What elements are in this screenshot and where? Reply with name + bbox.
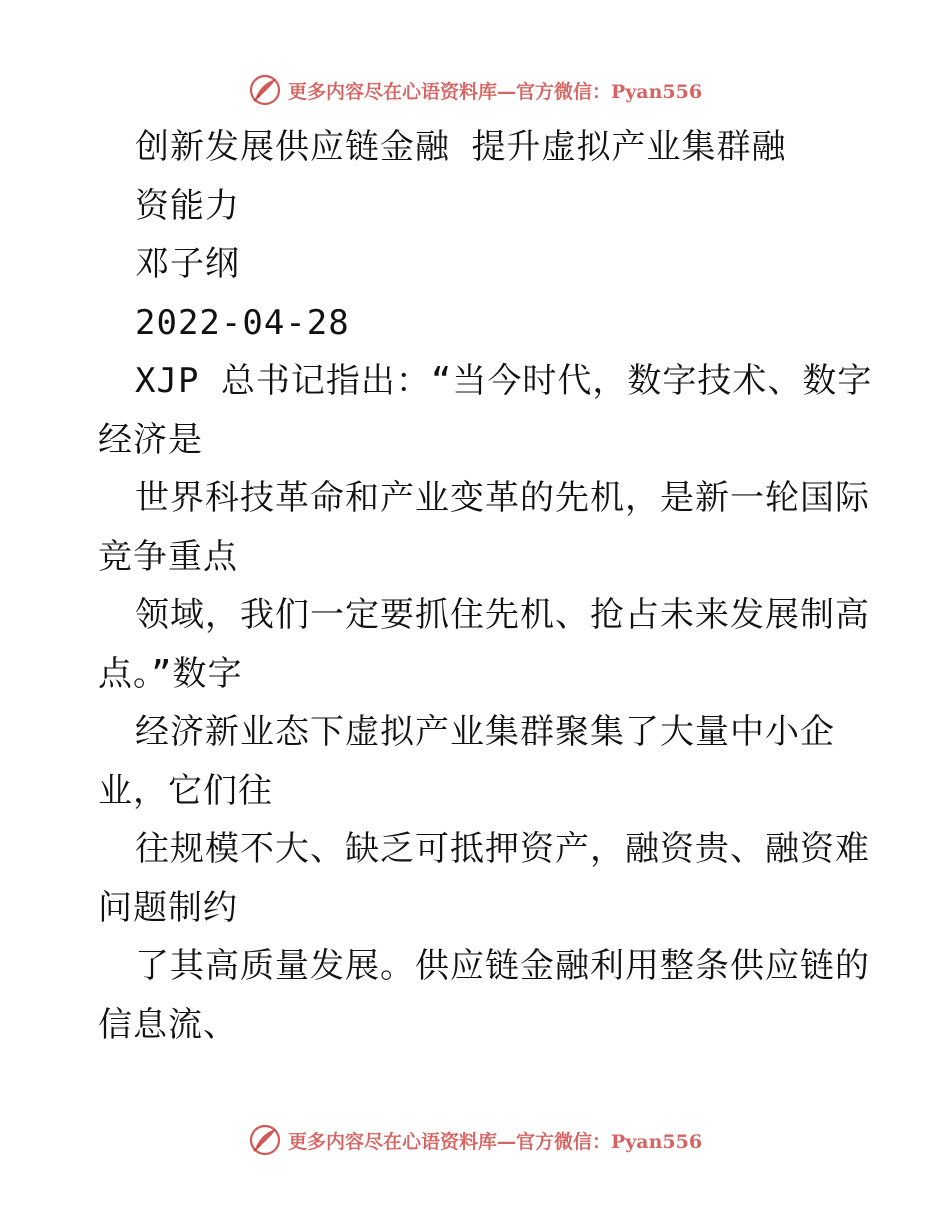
doc-line: 竞争重点 <box>98 536 238 577</box>
doc-line: 了其高质量发展。供应链金融利用整条供应链的 <box>135 946 870 986</box>
doc-line: 经济是 <box>98 419 203 460</box>
footer-watermark <box>0 1120 950 1160</box>
doc-line: XJP 总书记指出：“当今时代，数字技术、数字 <box>135 361 873 401</box>
doc-line: 领域，我们一定要抓住先机、抢占未来发展制高 <box>135 595 870 635</box>
watermark-text: 更多内容尽在心语资料库—官方微信：Pyan556 <box>287 80 703 103</box>
doc-line: 世界科技革命和产业变革的先机，是新一轮国际 <box>135 478 870 518</box>
doc-line: 问题制约 <box>98 887 238 928</box>
doc-line: 创新发展供应链金融 提升虚拟产业集群融 <box>135 127 787 167</box>
quill-logo-icon <box>248 1123 282 1157</box>
doc-line: 2022-04-28 <box>135 302 350 343</box>
quill-logo-icon <box>248 73 282 107</box>
doc-line: 资能力 <box>135 185 240 226</box>
document-body <box>98 118 873 1054</box>
doc-line: 点。”数字 <box>98 653 243 694</box>
doc-line: 信息流、 <box>98 1004 238 1045</box>
doc-line: 往规模不大、缺乏可抵押资产，融资贵、融资难 <box>135 829 870 869</box>
doc-line: 业，它们往 <box>98 770 273 811</box>
doc-line: 邓子纲 <box>135 244 240 284</box>
header-watermark <box>0 70 950 110</box>
watermark-text: 更多内容尽在心语资料库—官方微信：Pyan556 <box>287 1130 703 1153</box>
doc-line: 经济新业态下虚拟产业集群聚集了大量中小企 <box>135 712 835 752</box>
